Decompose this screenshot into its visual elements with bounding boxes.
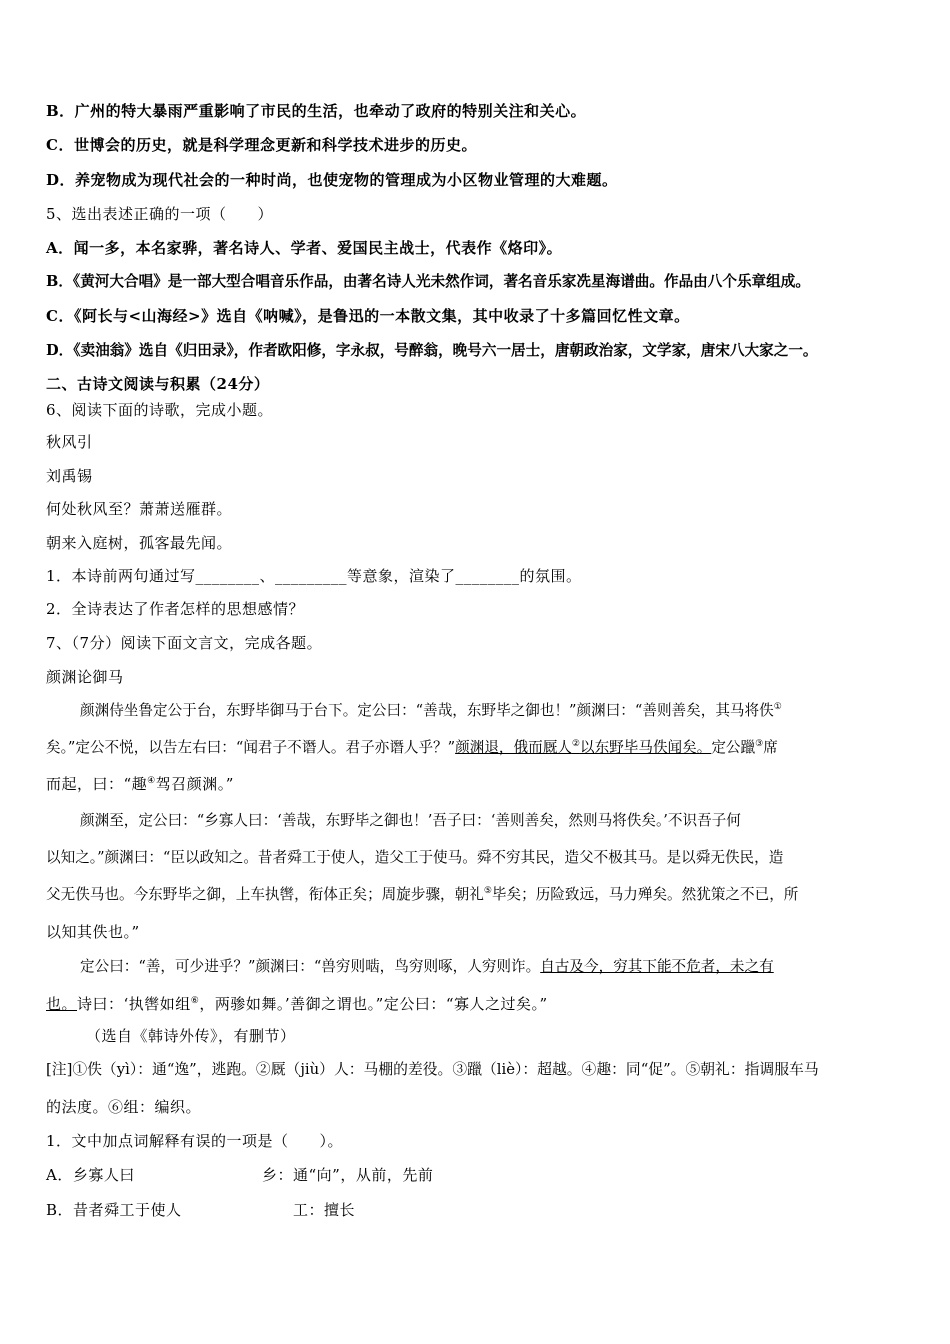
passage-line: 以知其佚也。” [46, 923, 140, 941]
passage-line: 也。诗曰：‘执辔如组⑥，两骖如舞。’善御之谓也。”定公曰：“寡人之过矣。” [46, 995, 548, 1013]
q5-option-a: A．闻一多，本名家骅，著名诗人、学者、爱国民主战士，代表作《烙印》。 [46, 239, 563, 257]
underlined-sentence: 自古及今，穷其下能不危者，未之有 [540, 958, 774, 975]
q5-option-d: D．《卖油翁》选自《归田录》，作者欧阳修，字永叔，号醉翁，晚号六一居士，唐朝政治家，文学家，唐宋八大家之一。 [46, 342, 818, 359]
poem-author: 刘禹锡 [46, 467, 93, 485]
q6-stem: 6、阅读下面的诗歌，完成小题。 [46, 401, 274, 419]
q5-option-b: B．《黄河大合唱》是一部大型合唱音乐作品，由著名诗人光未然作词，著名音乐家冼星海谱曲。作品由八个乐章组成。 [46, 273, 810, 290]
q7-option-b-explanation: 工：擅长 [293, 1201, 356, 1219]
section-heading: 二、古诗文阅读与积累（24分） [46, 375, 270, 393]
q7-stem: 7、（7分）阅读下面文言文，完成各题。 [46, 634, 323, 652]
q6-sub1: 1．本诗前两句通过写________、_________等意象，渲染了________的氛围。 [46, 567, 582, 585]
annotation-line: [注]①佚（yì）：通“逸”，逃跑。②厩（jiù）人：马棚的差役。③躐（liè）：超越。④趣：同“促”。⑤朝礼：指调服车马 [46, 1061, 819, 1078]
q4-option-d: D．养宠物成为现代社会的一种时尚，也使宠物的管理成为小区物业管理的大难题。 [46, 171, 618, 189]
q7-option-b: B．昔者舜工于使人 [46, 1201, 182, 1219]
poem-line: 朝来入庭树，孤客最先闻。 [46, 534, 233, 552]
passage-line: 颜渊至，定公曰：“乡寡人曰：‘善哉，东野毕之御也！’吾子曰：‘善则善矣，然则马将佚矣。’不识吾子何 [80, 812, 741, 829]
passage-title: 颜渊论御马 [46, 668, 124, 686]
passage-line: 而起，曰：“趣④驾召颜渊。” [46, 775, 234, 793]
passage-line: 定公曰：“善，可少进乎？”颜渊曰：“兽穷则啮，鸟穷则啄，人穷则诈。自古及今，穷其下能不危者，未之有 [80, 958, 774, 975]
q5-option-c: C．《阿长与<山海经>》选自《呐喊》，是鲁迅的一本散文集，其中收录了十多篇回忆性文章。 [46, 307, 690, 325]
passage-line: 父无佚马也。今东野毕之御，上车执辔，衔体正矣；周旋步骤，朝礼⑤毕矣；历险致远，马力殚矣。然犹策之不已，所 [46, 886, 799, 903]
q7-sub1: 1．文中加点词解释有误的一项是（ ）。 [46, 1132, 344, 1150]
passage-line: 矣。”定公不悦，以告左右曰：“闻君子不谮人。君子亦谮人乎？”颜渊退，俄而厩人②以东野毕马佚闻矣。定公躐③席 [46, 739, 778, 756]
poem-line: 何处秋风至？萧萧送雁群。 [46, 500, 233, 518]
q6-sub2: 2．全诗表达了作者怎样的思想感情？ [46, 600, 305, 618]
passage-line: 颜渊侍坐鲁定公于台，东野毕御马于台下。定公曰：“善哉，东野毕之御也！”颜渊曰：“善则善矣，其马将佚① [80, 702, 782, 719]
q4-option-c: C．世博会的历史，就是科学理念更新和科学技术进步的历史。 [46, 136, 477, 154]
underlined-sentence: 颜渊退，俄而厩人②以东野毕马佚闻矣。 [455, 739, 712, 756]
passage-source: （选自《韩诗外传》，有删节） [86, 1027, 296, 1045]
passage-line: 以知之。”颜渊曰：“臣以政知之。昔者舜工于使人，造父工于使马。舜不穷其民，造父不极其马。是以舜无佚民，造 [46, 849, 784, 866]
q5-stem: 5、选出表述正确的一项（ ） [46, 205, 274, 223]
poem-title: 秋风引 [46, 433, 93, 451]
q7-option-a-explanation: 乡：通“向”，从前，先前 [262, 1166, 434, 1184]
q7-option-a: A．乡寡人曰 [46, 1166, 135, 1184]
q4-option-b: B．广州的特大暴雨严重影响了市民的生活，也牵动了政府的特别关注和关心。 [46, 102, 587, 120]
annotation-line: 的法度。⑥组：编织。 [46, 1098, 202, 1116]
underlined-sentence: 也。 [46, 995, 78, 1013]
